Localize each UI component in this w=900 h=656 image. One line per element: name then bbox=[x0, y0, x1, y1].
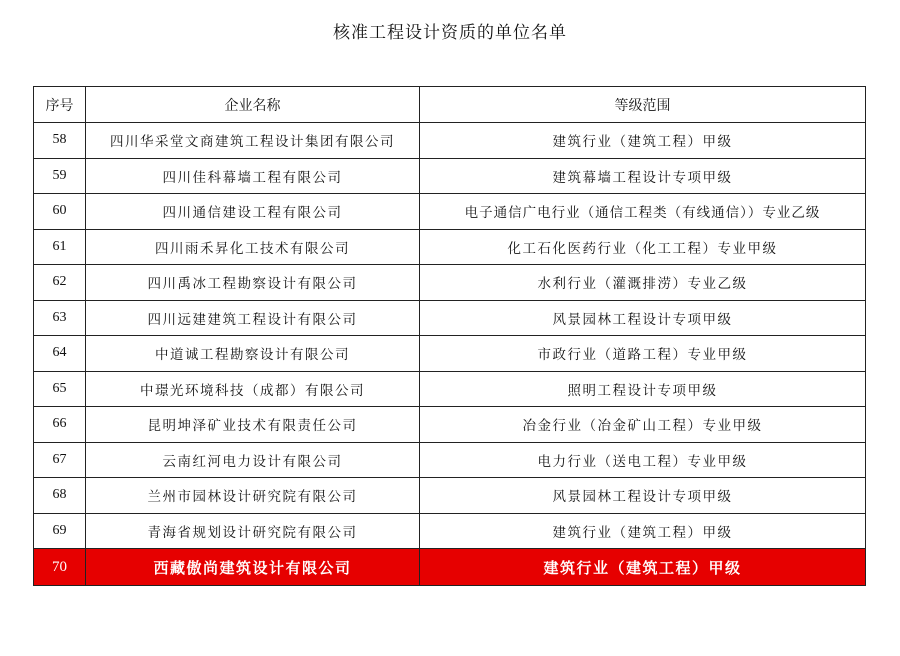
row-company: 兰州市园林设计研究院有限公司 bbox=[86, 478, 420, 514]
table-row bbox=[34, 229, 866, 265]
row-company: 中道诚工程勘察设计有限公司 bbox=[86, 336, 420, 372]
row-no: 59 bbox=[34, 158, 86, 194]
table-row bbox=[34, 123, 866, 159]
row-scope: 市政行业（道路工程）专业甲级 bbox=[420, 336, 866, 372]
row-scope: 电力行业（送电工程）专业甲级 bbox=[420, 442, 866, 478]
table-header-row bbox=[34, 87, 866, 123]
row-company: 四川通信建设工程有限公司 bbox=[86, 194, 420, 230]
row-scope: 照明工程设计专项甲级 bbox=[420, 371, 866, 407]
row-company: 中璟光环境科技（成都）有限公司 bbox=[86, 371, 420, 407]
row-company: 西藏傲尚建筑设计有限公司 bbox=[86, 549, 420, 586]
row-scope: 建筑行业（建筑工程）甲级 bbox=[420, 513, 866, 549]
row-scope: 化工石化医药行业（化工工程）专业甲级 bbox=[420, 229, 866, 265]
row-no: 68 bbox=[34, 478, 86, 514]
row-no: 63 bbox=[34, 300, 86, 336]
company-list-table bbox=[33, 86, 866, 586]
row-company: 四川远建建筑工程设计有限公司 bbox=[86, 300, 420, 336]
row-company: 云南红河电力设计有限公司 bbox=[86, 442, 420, 478]
row-scope: 建筑行业（建筑工程）甲级 bbox=[420, 549, 866, 586]
row-no: 58 bbox=[34, 123, 86, 159]
row-no: 64 bbox=[34, 336, 86, 372]
row-no: 70 bbox=[34, 549, 86, 586]
table-row bbox=[34, 300, 866, 336]
row-scope: 水利行业（灌溉排涝）专业乙级 bbox=[420, 265, 866, 301]
row-company: 四川华采堂文商建筑工程设计集团有限公司 bbox=[86, 123, 420, 159]
table-row bbox=[34, 371, 866, 407]
row-no: 66 bbox=[34, 407, 86, 443]
table-row bbox=[34, 158, 866, 194]
row-company: 四川禹冰工程勘察设计有限公司 bbox=[86, 265, 420, 301]
row-scope: 建筑行业（建筑工程）甲级 bbox=[420, 123, 866, 159]
row-no: 69 bbox=[34, 513, 86, 549]
highlighted-table-row bbox=[34, 549, 866, 586]
row-no: 60 bbox=[34, 194, 86, 230]
row-no: 65 bbox=[34, 371, 86, 407]
row-scope: 电子通信广电行业（通信工程类（有线通信））专业乙级 bbox=[420, 194, 866, 230]
table-row bbox=[34, 336, 866, 372]
header-scope: 等级范围 bbox=[420, 87, 866, 123]
row-scope: 风景园林工程设计专项甲级 bbox=[420, 300, 866, 336]
row-no: 61 bbox=[34, 229, 86, 265]
row-company: 四川雨禾昇化工技术有限公司 bbox=[86, 229, 420, 265]
table-row bbox=[34, 478, 866, 514]
row-no: 62 bbox=[34, 265, 86, 301]
row-company: 昆明坤泽矿业技术有限责任公司 bbox=[86, 407, 420, 443]
row-scope: 风景园林工程设计专项甲级 bbox=[420, 478, 866, 514]
row-no: 67 bbox=[34, 442, 86, 478]
table-row bbox=[34, 407, 866, 443]
row-scope: 冶金行业（冶金矿山工程）专业甲级 bbox=[420, 407, 866, 443]
row-company: 青海省规划设计研究院有限公司 bbox=[86, 513, 420, 549]
table-row bbox=[34, 194, 866, 230]
page-title: 核准工程设计资质的单位名单 bbox=[333, 23, 567, 43]
header-no: 序号 bbox=[34, 87, 86, 123]
table-row bbox=[34, 513, 866, 549]
header-company: 企业名称 bbox=[86, 87, 420, 123]
row-company: 四川佳科幕墙工程有限公司 bbox=[86, 158, 420, 194]
row-scope: 建筑幕墙工程设计专项甲级 bbox=[420, 158, 866, 194]
table-row bbox=[34, 265, 866, 301]
table-row bbox=[34, 442, 866, 478]
